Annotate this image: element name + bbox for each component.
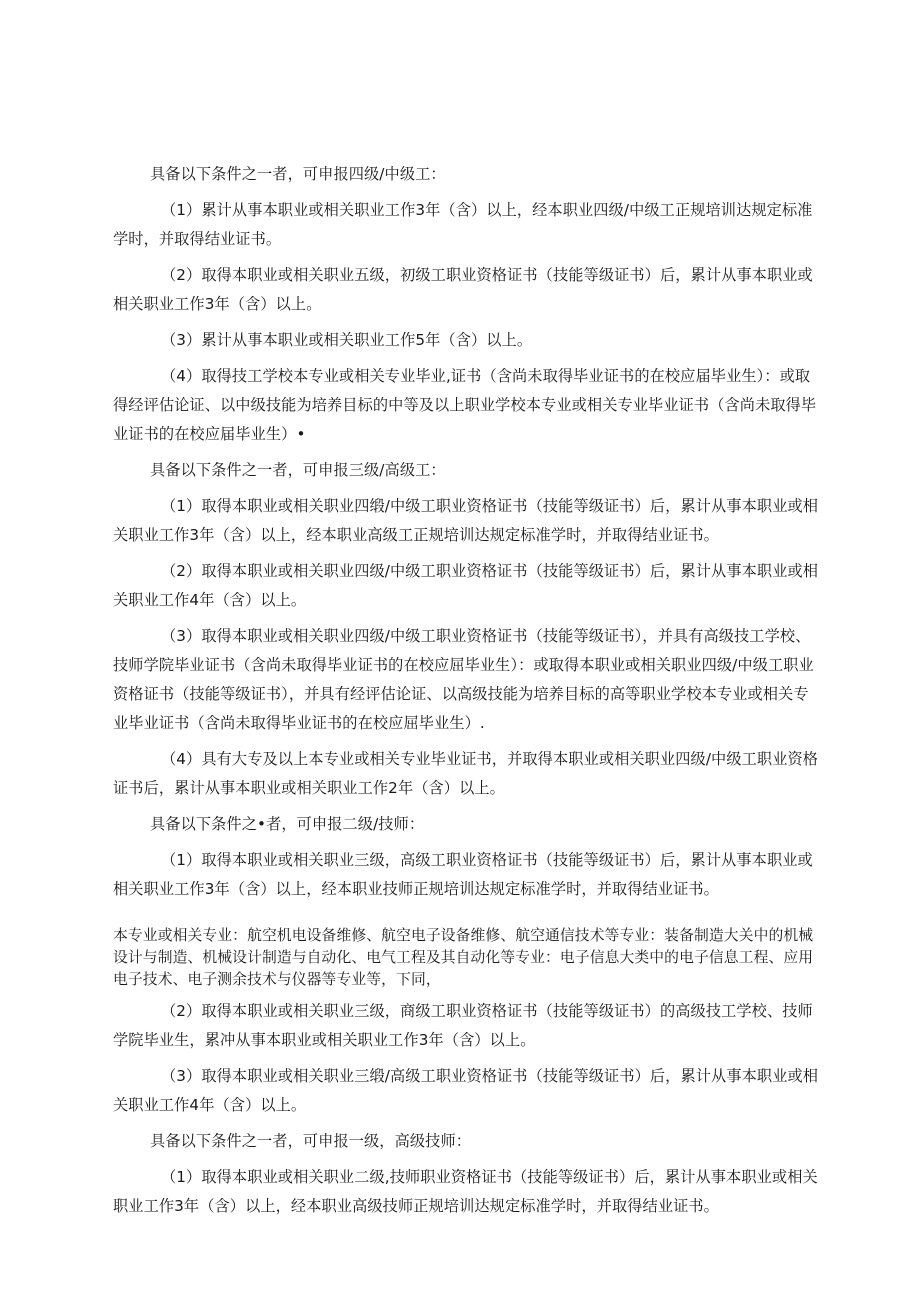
condition-item: （3）累计从事本职业或相关职业工作5年（含）以上。 xyxy=(161,331,533,349)
condition-item: （1）取得本职业或相关职业二级,技师职业资格证书（技能等级证书）后，累计从事本职业或相关职业工作3年（含）以上，经本职业高级技师正规培训达规定标准学时，并取得结业证书。 xyxy=(113,1168,818,1215)
condition-item: （4）取得技工学校本专业或相关专业毕业,证书（含尚未取得毕业证书的在校应届毕业生）：或取得经评估论证、以中级技能为培养目标的中等及以上职业学校本专业或相关专业毕业证书（含尚未取得毕业证书的在校应届毕业生）• xyxy=(113,367,817,443)
condition-heading-level4: 具备以下条件之一者，可申报四级/中级工： xyxy=(150,165,446,183)
spacer xyxy=(113,911,819,919)
condition-item: （1）取得本职业或相关职业三级，高级工职业资格证书（技能等级证书）后，累计从事本职业或相关职业工作3年（含）以上，经本职业技师正规培训达规定标准学时，并取得结业证书。 xyxy=(113,851,813,898)
condition-item: （4）具有大专及以上本专业或相关专业毕业证书，并取得本职业或相关职业四级/中级工职业资格证书后，累计从事本职业或相关职业工作2年（含）以上。 xyxy=(113,750,819,797)
condition-item: （2）取得本职业或相关职业三级，商级工职业资格证书（技能等级证书）的高级技工学校、技师学院毕业生，累冲从事本职业或相关职业工作3年（含）以上。 xyxy=(113,1002,813,1049)
related-majors-note: 本专业或相关专业：航空机电设备维修、航空电子设备维修、航空通信技术等专业：装备制造大关中的机械设计与制造、机械设计制造与自动化、电气工程及其自动化等专业：电子信息大类中的电子信息工程、应用电子技术、电子测余技术与仪器等专业等，下同， xyxy=(113,927,814,988)
document-body xyxy=(113,160,819,1228)
condition-item: （2）取得本职业或相关职业四级/中级工职业资格证书（技能等级证书）后，累计从事本职业或相关职业工作4年（含）以上。 xyxy=(113,562,819,609)
condition-item: （3）取得本职业或相关职业三缎/高级工职业资格证书（技能等级证书）后，累计从事本职业或相关职业工作4年（含）以上。 xyxy=(113,1067,819,1114)
condition-item: （1）累计从事本职业或相关职业工作3年（含）以上，经本职业四级/中级工正规培训达规定标准学时，并取得结业证书。 xyxy=(113,201,813,248)
condition-heading-level1: 具备以下条件之一者，可申报一级，高级技师： xyxy=(150,1132,472,1150)
condition-heading-level3: 具备以下条件之一者，可申报三级/高级工： xyxy=(150,461,446,479)
condition-item: （1）取得本职业或相关职业四缎/中级工职业资格证书（技能等级证书）后，累计从事本职业或相关职业工作3年（含）以上，经本职业高级工正规培训达规定标准学时，并取得结业证书。 xyxy=(113,497,819,544)
condition-item: （2）取得本职业或相关职业五级，初级工职业资格证书（技能等级证书）后，累计从事本职业或相关职业工作3年（含）以上。 xyxy=(113,266,813,313)
condition-item: （3）取得本职业或相关职业四级/中级工职业资格证书（技能等级证书），并具有高级技工学校、技师学院毕业证书（含尚未取得毕业证书的在校应屈毕业生）：或取得本职业或相关职业四级/中级工职业资格证书（技能等级证书），并具有经评估论证、以高级技能为培养目标的高等职业学校本专业或相关专业毕业证书（含尚未取得毕业证书的在校应屈毕业生）. xyxy=(113,627,814,732)
condition-heading-level2: 具备以下条件之•者，可申报二级/技师： xyxy=(150,815,425,833)
